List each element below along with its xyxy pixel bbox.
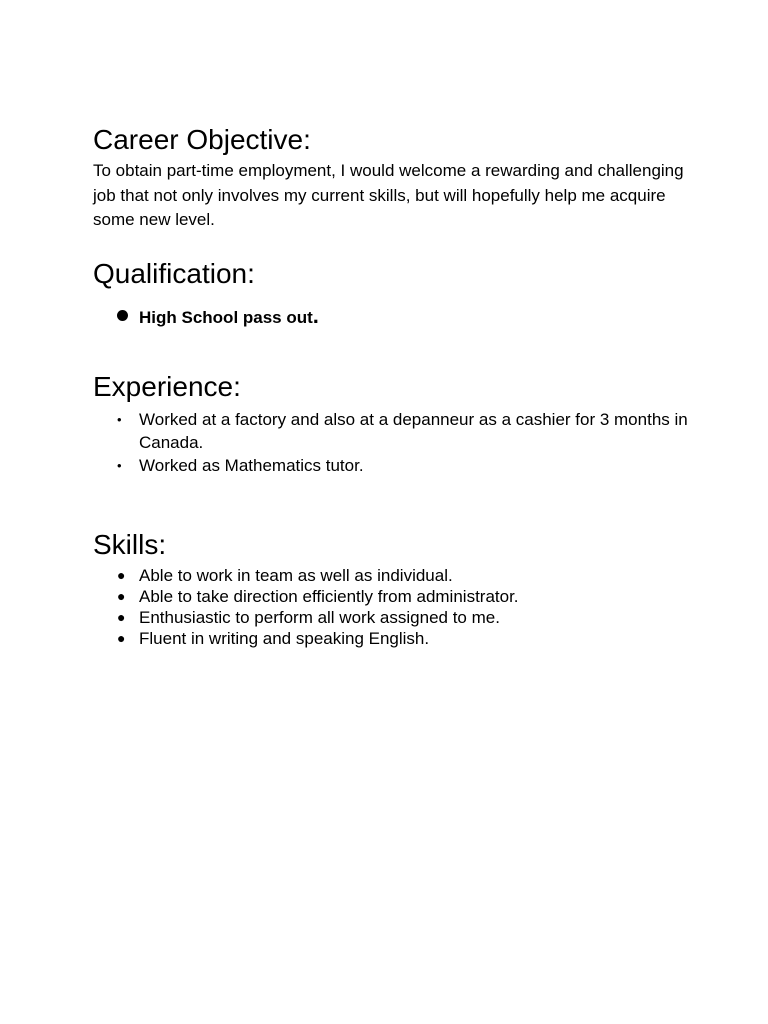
skills-item-text: Enthusiastic to perform all work assigned to me. (139, 608, 500, 627)
list-item (93, 408, 693, 454)
skills-item-text: Fluent in writing and speaking English. (139, 629, 430, 648)
career-objective-heading: Career Objective: (93, 124, 311, 155)
experience-item-text: Worked as Mathematics tutor. (139, 456, 364, 475)
experience-heading: Experience: (93, 371, 241, 402)
bullet-icon: ● (117, 588, 126, 604)
bullet-icon (117, 310, 128, 321)
qualification-heading: Qualification: (93, 258, 255, 289)
bullet-icon: ● (117, 630, 126, 646)
qualification-list (93, 303, 693, 331)
list-item (93, 565, 693, 586)
bullet-icon: • (117, 458, 122, 473)
list-item (93, 303, 693, 331)
bullet-icon: ● (117, 567, 126, 583)
list-item (93, 628, 693, 649)
qualification-item-period: . (312, 303, 319, 328)
skills-list (93, 565, 693, 649)
skills-item-text: Able to take direction efficiently from administrator. (139, 587, 519, 606)
skills-heading: Skills: (93, 529, 167, 560)
bullet-icon: ● (117, 609, 126, 625)
list-item (93, 586, 693, 607)
career-objective-text: To obtain part-time employment, I would welcome a rewarding and challenging job that not only involves my current skills, but will hopefully help me acquire some new level. (93, 161, 684, 229)
experience-item-text: Worked at a factory and also at a depanneur as a cashier for 3 months in Canada. (139, 410, 688, 452)
qualification-item-text: High School pass out (139, 308, 313, 327)
bullet-icon: • (117, 412, 122, 427)
experience-list (93, 408, 693, 477)
list-item (93, 607, 693, 628)
list-item (93, 454, 693, 477)
skills-item-text: Able to work in team as well as individual. (139, 566, 453, 585)
